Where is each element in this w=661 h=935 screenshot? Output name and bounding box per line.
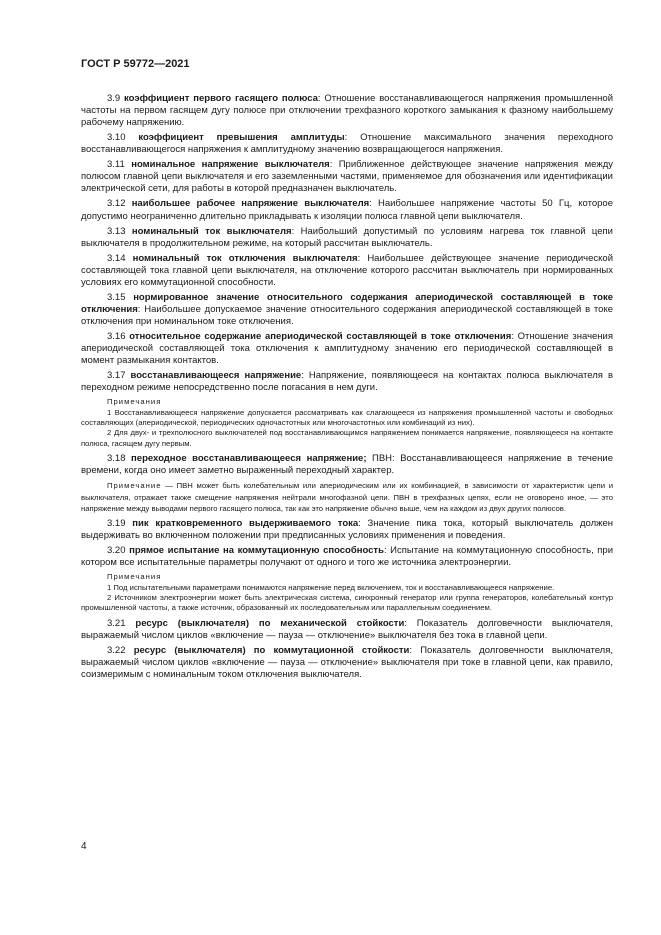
section-3-21: 3.21 ресурс (выключателя) по механической стойкости: Показатель долговечности выключателя, выражаемый числом циклов «включение — пауза — отключение» выключателя без тока в главной цепи. — [81, 617, 614, 641]
section-term: прямое испытание на коммутационную способность — [129, 545, 384, 557]
section-number: 3.20 — [107, 545, 126, 557]
section-definition: Значение пика тока, который выключатель должен выдерживать во включенном положении при предписанных условиях применения и поведения. — [81, 517, 613, 542]
section-term: номинальное напряжение выключателя — [131, 159, 330, 171]
section-definition: Наибольшее действующее значение периодической составляющей тока главной цепи выключателя, на отключение которого рассчитан выключатель при нормированных условиях его коммутационной способности. — [81, 252, 614, 288]
section-term: относительное содержание апериодической составляющей в токе отключения — [129, 330, 512, 342]
section-number: 3.22 — [107, 644, 126, 656]
section-term: пик кратковременного выдерживаемого тока — [132, 517, 359, 529]
section-number: 3.9 — [107, 93, 121, 104]
notes-heading: Примечания — [107, 397, 162, 407]
section-number: 3.16 — [107, 330, 126, 342]
section-number: 3.19 — [107, 517, 126, 529]
section-term: восстанавливающееся напряжение — [130, 370, 302, 382]
section-term: нормированное значение относительного содержания апериодической составляющей в токе отключения — [81, 291, 613, 315]
section-definition: Отношение максимального значения переходного восстанавливающегося напряжения к амплитудному значению возвращающегося напряжения. — [81, 132, 613, 156]
section-definition: Напряжение, появляющееся на контактах полюса выключателя в переходном режиме непосредственно после погасания в нем дуги. — [81, 370, 614, 394]
section-definition: Отношение восстанавливающегося напряжения промышленной частоты на первом гасящем дугу полюсе при отключении трехфазного короткого замыкания к фазному наибольшему рабочему напряжению. — [81, 93, 614, 129]
section-definition: Наибольший допустимый по условиям нагрева ток главной цепи выключателя в продолжительном режиме, на который рассчитан выключатель. — [81, 225, 613, 249]
note-text: — ПВН может быть колебательным или апериодическим или их комбинацией, в зависимости от характеристик цепи и выключателя, отражает также смещение напряжения нейтрали многофазной цепи. ПВН в трехфазных цепях, если не оговорено иное, — это напряжение между выводами первого гасящего полюса, так как это напряжение обычно выше, чем на каждом из двух других полюсов. — [81, 481, 613, 513]
section-definition: Приближенное действующее значение напряжения между полюсом главной цепи выключателя и его заземленными частями, применяемое для обозначения или идентификации электрической сети, для работы в которой предназначен выключатель. — [81, 159, 613, 195]
section-term: переходное восстанавливающееся напряжение; — [131, 453, 367, 465]
section-3-15: 3.15 нормированное значение относительного содержания апериодической составляющей в токе отключения: Наибольшее допускаемое значение относительного содержания апериодической составляющей в токе отключения при номинальном токе отключения. — [81, 291, 613, 327]
section-number: 3.12 — [107, 198, 126, 210]
document-header: ГОСТ Р 59772—2021 — [81, 58, 190, 70]
section-3-12: 3.12 наибольшее рабочее напряжение выключателя: Наибольшее напряжение частоты 50 Гц, которое допустимо неограниченно длительно прикладывать к изоляции полюса главной цепи выключателя. — [81, 198, 613, 222]
section-number: 3.10 — [107, 132, 126, 144]
section-3-14: 3.14 номинальный ток отключения выключателя: Наибольшее действующее значение периодической составляющей тока главной цепи выключателя, на отключение которого рассчитан выключатель при нормированных условиях его коммутационной способности. — [81, 252, 614, 288]
section-term: номинальный ток отключения выключателя — [132, 252, 358, 264]
section-number: 3.18 — [107, 453, 126, 465]
note-label: Примечание — [107, 481, 162, 491]
section-number: 3.14 — [107, 252, 126, 264]
section-3-10: 3.10 коэффициент превышения амплитуды: Отношение максимального значения переходного восстанавливающегося напряжения к амплитудному значению возвращающегося напряжения. — [81, 132, 613, 156]
note-block — [81, 480, 613, 513]
section-3-20: 3.20 прямое испытание на коммутационную способность: Испытание на коммутационную способность, при котором все испытательные параметры получают от одного и того же источника электроэнергии. — [81, 545, 614, 569]
section-3-22: 3.22 ресурс (выключателя) по коммутационной стойкости: Показатель долговечности выключателя, выражаемый числом циклов «включение — пауза — отключение» выключателя при токе в главной цепи, как правило, соизмеримым с номинальным током отключения выключателя. — [81, 644, 614, 681]
section-term: коэффициент первого гасящего полюса — [124, 93, 318, 104]
section-3-13: 3.13 номинальный ток выключателя: Наибольший допустимый по условиям нагрева ток главной цепи выключателя в продолжительном режиме, на который рассчитан выключатель. — [81, 225, 613, 249]
section-term: ресурс (выключателя) по механической стойкости — [135, 617, 405, 629]
section-definition: Отношение значения апериодической составляющей тока отключения к амплитудному значению его периодической составляющей в момент размыкания контактов. — [81, 330, 613, 367]
note-item: 1 Восстанавливающееся напряжение допускается рассматривать как слагающееся из напряжения промышленной частоты и свободных составляющих (апериодической, периодических одночастотных или многочастотных или комбинаций из них). — [81, 407, 613, 427]
section-definition: Показатель долговечности выключателя, выражаемый числом циклов «включение — пауза — отключение» выключателя при токе в главной цепи, как правило, соизмеримым с номинальным током отключения выключателя. — [81, 644, 614, 681]
section-number: 3.11 — [107, 159, 125, 171]
section-3-19: 3.19 пик кратковременного выдерживаемого тока: Значение пика тока, который выключатель должен выдерживать во включенном положении при предписанных условиях применения и поведения. — [81, 517, 613, 542]
section-3-18 — [81, 453, 613, 477]
notes-block — [81, 572, 613, 614]
section-number: 3.13 — [107, 225, 126, 237]
section-number: 3.21 — [107, 617, 126, 629]
notes-block — [81, 397, 613, 449]
section-term: коэффициент превышения амплитуды — [138, 132, 345, 144]
section-number: 3.15 — [107, 291, 126, 303]
section-definition: Наибольшее допускаемое значение относительного содержания апериодической составляющей в токе отключения при номинальном токе отключения. — [81, 303, 613, 327]
page-number: 4 — [81, 841, 87, 852]
section-3-17: 3.17 восстанавливающееся напряжение: Напряжение, появляющееся на контактах полюса выключателя в переходном режиме непосредственно после погасания в нем дуги. — [81, 370, 614, 394]
note-item: 2 Для двух- и трехполюсного выключателей под восстанавливающимся напряжением понимается напряжение, появляющееся на контакте полюса, гасящем дугу первым. — [81, 428, 613, 448]
document-body — [81, 93, 613, 684]
section-term: наибольшее рабочее напряжение выключателя — [131, 198, 370, 210]
section-number: 3.17 — [107, 370, 126, 382]
section-3-16: 3.16 относительное содержание апериодической составляющей в токе отключения: Отношение значения апериодической составляющей тока отключения к амплитудному значению его периодической составляющей в момент размыкания контактов. — [81, 330, 613, 367]
section-3-9: 3.9 коэффициент первого гасящего полюса: Отношение восстанавливающегося напряжения промышленной частоты на первом гасящем дугу полюсе при отключении трехфазного короткого замыкания к фазному наибольшему рабочему напряжению. — [81, 93, 614, 129]
note-item: 1 Под испытательными параметрами понимаются напряжение перед включением, ток и восстанавливающееся напряжение. — [107, 582, 555, 592]
note-item: 2 Источником электроэнергии может быть электрическая система, синхронный генератор или группа генераторов, колебательный контур промышленной частоты, а также источник, образованный их последовательным или параллельным соединением. — [81, 592, 613, 613]
section-definition: Испытание на коммутационную способность, при котором все испытательные параметры получают от одного и того же источника электроэнергии. — [81, 545, 614, 569]
section-definition: ПВН: Восстанавливающееся напряжение в течение времени, когда оно имеет заметно выраженный переходный характер. — [81, 453, 613, 477]
section-3-11: 3.11 номинальное напряжение выключателя: Приближенное действующее значение напряжения между полюсом главной цепи выключателя и его заземленными частями, применяемое для обозначения или идентификации электрической сети, для работы в которой предназначен выключатель. — [81, 159, 613, 195]
notes-heading: Примечания — [107, 572, 162, 582]
section-definition: Наибольшее напряжение частоты 50 Гц, которое допустимо неограниченно длительно прикладывать к изоляции полюса главной цепи выключателя. — [81, 198, 613, 222]
section-term: ресурс (выключателя) по коммутационной стойкости — [133, 644, 410, 656]
section-definition: Показатель долговечности выключателя, выражаемый числом циклов «включение — пауза — отключение» выключателя без тока в главной цепи. — [81, 617, 614, 641]
section-term: номинальный ток выключателя — [131, 225, 292, 237]
